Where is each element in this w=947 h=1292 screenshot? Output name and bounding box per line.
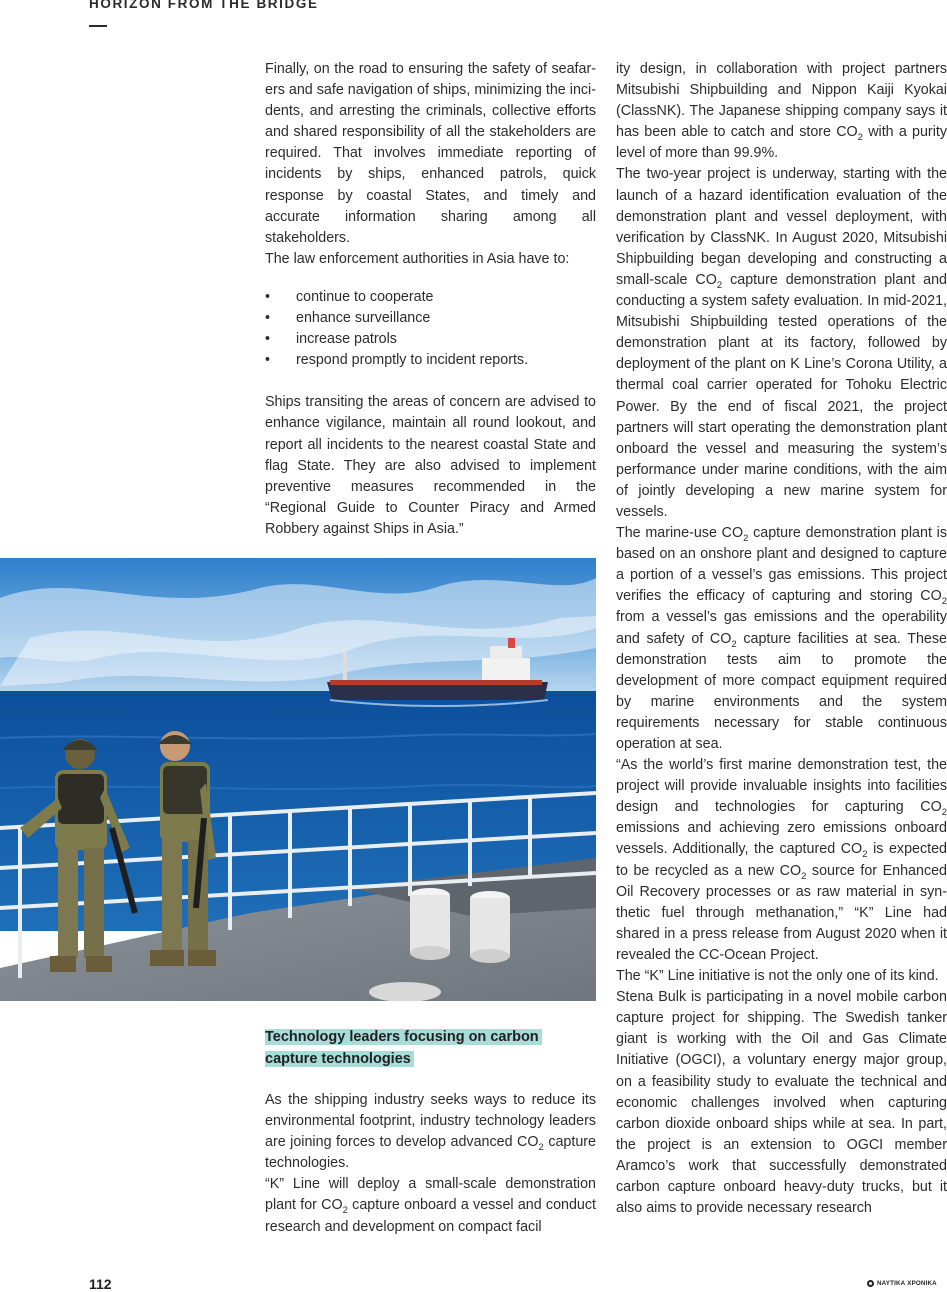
left-column-top [265,59,596,540]
brand-name: ΝΑΥΤΙΚΑ ΧΡΟΝΙΚΑ [877,1280,937,1287]
left-column-bottom [265,1090,596,1238]
list-item: • continue to cooperate [265,287,596,308]
paragraph: “K” Line will deploy a small-scale demonstration plant for $CO_2$ capture onboard a vessel and conduct research and development on compact facil [265,1176,596,1235]
photo-illustration [0,558,596,1001]
paragraph: The law enforcement authorities in Asia have to: [265,250,570,267]
list-item: • respond promptly to incident reports. [265,350,596,371]
list-item: • enhance surveillance [265,308,596,329]
paragraph: The “K” Line initiative is not the only one of its kind. [616,968,939,985]
paragraph: The two-year project is underway, starting with the launch of a hazard identification evaluation of the demonstration plant and vessel deployment, with verification by ClassNK. In August 2020, Mitsubishi Shipbuilding began developing and constructing a small-scale $CO_2$ capture demonstration plant and conducting a system safety evaluation. In mid-2021, Mitsubishi Shipbuilding tested operations of the demonstration plant at its factory, followed by deployment of the plant on K Line’s Corona Utility, a thermal coal carrier operated for Tohoku Electric Power. By the end of fiscal 2021, the project partners will start operating the demonstration plant onboard the vessel and measuring the system’s performance under marine conditions, with the aim of jointly developing a new marine system for vessels. [616,166,947,520]
right-column [616,59,947,1219]
publication-brand [867,1280,937,1287]
paragraph: ity design, in collaboration with project partners Mitsubishi Shipbuilding and Nippon Kaiji Kyokai (ClassNK). The Japanese shipping company says it has been able to catch and store $CO_2$ with a purity level of more than 99.9%. [616,61,947,162]
list-item: • increase patrols [265,329,596,350]
section-heading [265,1027,595,1070]
bullet-list [265,287,596,371]
photo-soldiers-on-deck [0,558,596,1001]
section-heading-line: Technology leaders focusing on carbon [265,1029,542,1045]
running-header: HORIZON FROM THE BRIDGE [89,0,319,11]
page-number: 112 [89,1276,112,1292]
section-heading-line: capture technologies [265,1051,414,1067]
paragraph: Ships transiting the areas of concern are advised to enhance vigilance, maintain all round lookout, and report all incidents to the nearest coastal State and flag State. They are also advised to implement preventive measures recommended in the “Regional Guide to Counter Piracy and Armed Robbery against Ships in Asia.” [265,394,596,537]
paragraph: Stena Bulk is participating in a novel mobile carbon capture project for shipping. The Swedish tanker giant is working with the Oil and Gas Climate Initiative (OGCI), a voluntary energy major group, on a feasibility study to evaluate the technical and economic challenges involved when capturing carbon dioxide onboard ships while at sea. In part, the project is an extension to OGCI member Aramco’s work that successfully demonstrated carbon capture onboard heavy-duty trucks, but it also aims to provide necessary research [616,989,947,1217]
paragraph: The marine-use $CO_2$ capture demonstration plant is based on an onshore plant and designed to capture a portion of a vessel’s gas emissions. This project verifies the efficacy of capturing and storing $CO_2$ from a vessel’s gas emissions and the operability and safety of $CO_2$ capture facilities at sea. These demonstration tests aim to promote the development of more compact equipment required by marine environments and the system requirements necessary for stable continuous operation at sea. [616,525,947,752]
paragraph: Finally, on the road to ensuring the safety of seafarers and safe navigation of ships, minimizing the incidents, and arresting the criminals, collective efforts and shared responsibility of all the stakeholders are required. That involves immediate reporting of incidents by ships, enhanced patrols, quick response by coastal States, and timely and accurate information sharing among all stakeholders. [265,61,596,246]
paragraph: As the shipping industry seeks ways to reduce its environmental footprint, industry technology leaders are joining forces to develop advanced $CO_2$ capture technologies. [265,1092,597,1172]
header-rule [89,25,107,27]
paragraph: “As the world’s first marine demonstration test, the project will provide invaluable insights into facilities design and technologies for capturing $CO_2$ emissions and achieving zero emissions onboard vessels. Additionally, the captured $CO_2$ is expected to be recycled as a new $CO_2$ source for Enhanced Oil Recovery processes or as raw material in synthetic fuel through methanation,” “K” Line had shared in a press release from August 2020 when it revealed the CC-Ocean Project. [616,757,947,963]
brand-logo-icon [867,1280,874,1287]
